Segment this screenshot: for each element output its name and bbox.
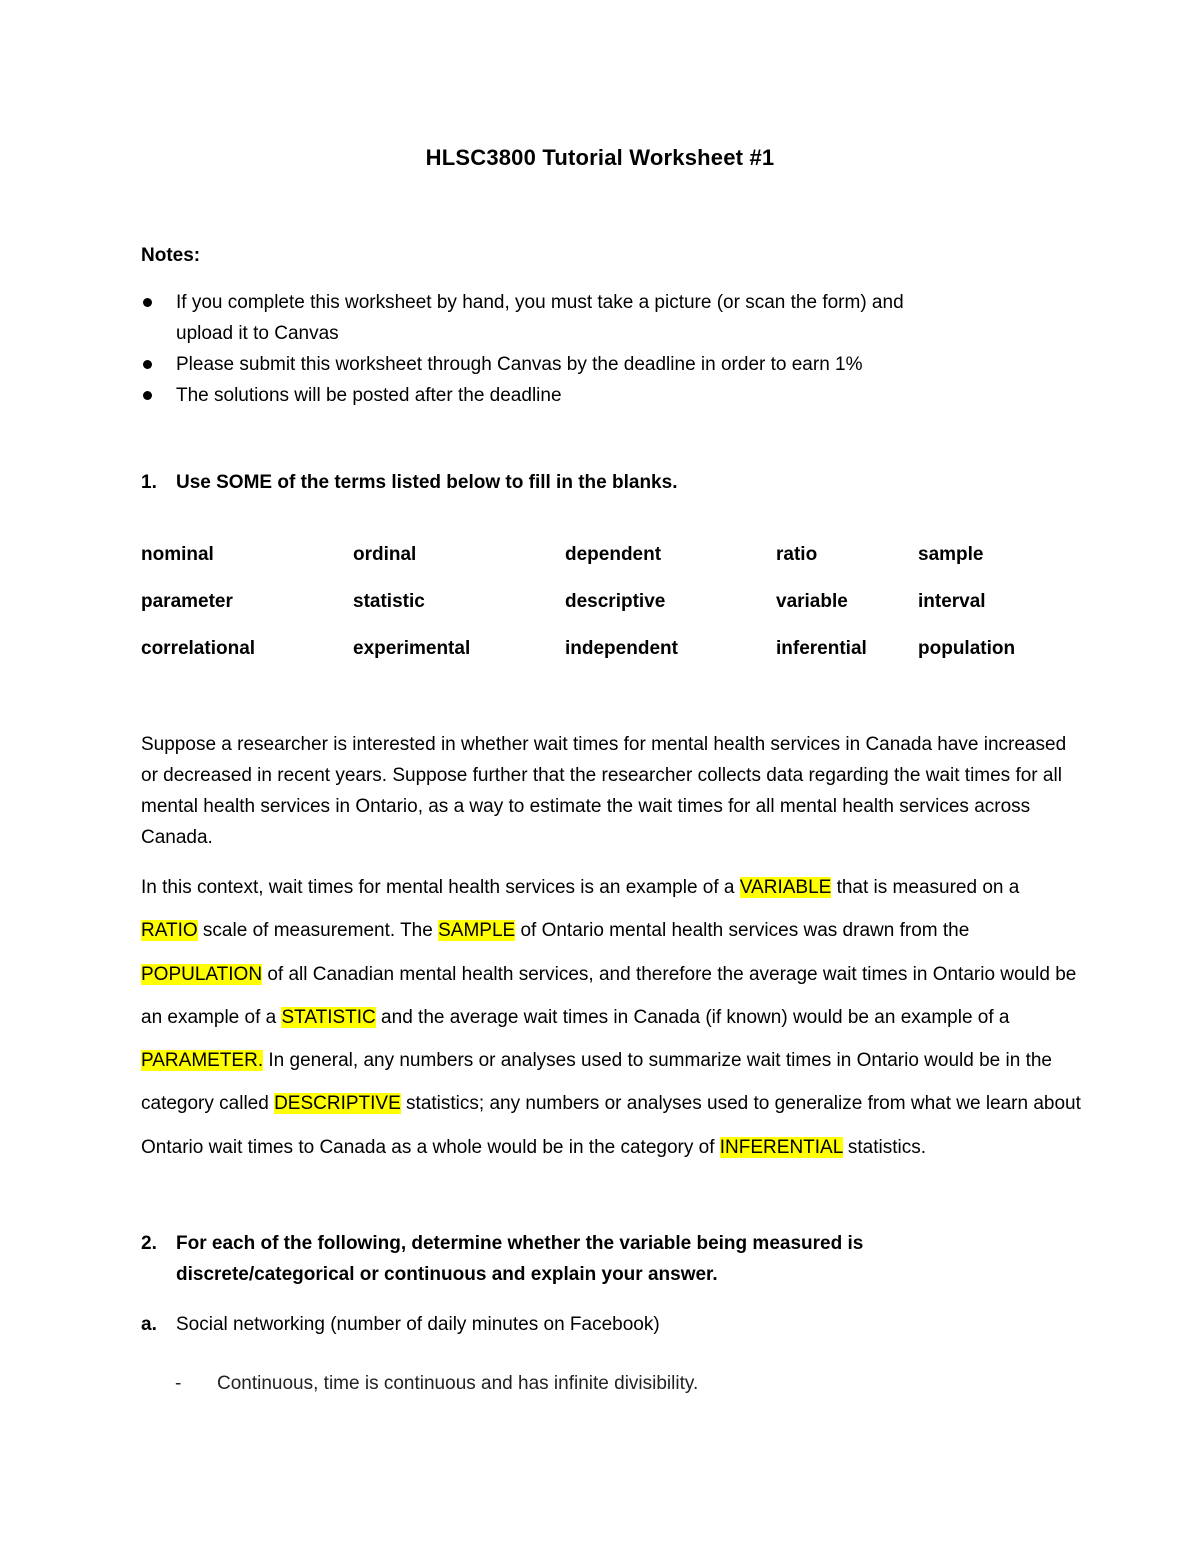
term: independent: [565, 638, 678, 659]
sub-question-letter: a.: [141, 1314, 157, 1335]
term: interval: [918, 591, 986, 612]
term-row: [141, 544, 1101, 591]
term: ordinal: [353, 544, 417, 565]
answer-text: scale of measurement. The: [197, 920, 439, 942]
answer-text: that is measured on a: [831, 877, 1020, 898]
term: variable: [776, 591, 848, 612]
term: dependent: [565, 544, 662, 565]
note-text: Please submit this worksheet through Canvas by the deadline in order to earn 1%: [176, 354, 863, 375]
question-number: 1.: [141, 472, 157, 493]
fill-in-answer-paragraph: [141, 866, 1081, 1169]
note-item: [141, 380, 1041, 411]
answer-highlight: POPULATION: [141, 963, 263, 985]
term: correlational: [141, 638, 256, 659]
term: parameter: [141, 591, 233, 612]
question-number: 2.: [141, 1233, 157, 1254]
term: statistic: [353, 591, 425, 612]
answer-text: of Ontario mental health services was drawn from the: [515, 920, 970, 942]
question-2a: [141, 1314, 660, 1336]
answer-text: In this context, wait times for mental health services is an example of a: [141, 877, 740, 898]
answer-highlight: VARIABLE: [739, 877, 832, 898]
note-text: upload it to Canvas: [176, 323, 339, 344]
term-row: [141, 638, 1101, 685]
term-bank: [141, 544, 1101, 685]
term: experimental: [353, 638, 471, 659]
answer-text: statistics; any numbers or analyses used to generalize from what we learn about Ontario wait times to Canada as a whole would be in the category of: [141, 1093, 1081, 1158]
term: ratio: [776, 544, 818, 565]
answer-dash: -: [175, 1373, 182, 1394]
answer-text: Continuous, time is continuous and has infinite divisibility.: [217, 1373, 699, 1394]
term: population: [918, 638, 1016, 659]
answer-highlight: INFERENTIAL: [719, 1136, 843, 1158]
scenario-paragraph: Suppose a researcher is interested in whether wait times for mental health services in Canada have increased or decreased in recent years. Suppose further that the researcher collects data regarding the wait times for all mental health services in Ontario, as a way to estimate the wait times for all mental health services across Canada.: [141, 734, 1067, 848]
term: inferential: [776, 638, 867, 659]
term: nominal: [141, 544, 214, 565]
answer-text: In general, any numbers or analyses used to summarize wait times in Ontario would be in the category called: [141, 1050, 1052, 1115]
notes-list: [141, 287, 1041, 411]
notes-label: Notes:: [141, 245, 201, 266]
question-2-prompt: [141, 1228, 1041, 1290]
answer-highlight: DESCRIPTIVE: [274, 1093, 401, 1115]
sub-question-text: Social networking (number of daily minutes on Facebook): [176, 1314, 660, 1335]
worksheet-title: HLSC3800 Tutorial Worksheet #1: [425, 145, 775, 170]
term: descriptive: [565, 591, 666, 612]
answer-highlight: STATISTIC: [281, 1006, 376, 1028]
question-2a-answer: [175, 1373, 698, 1395]
question-2-line: [141, 1228, 1041, 1259]
answer-highlight: PARAMETER.: [141, 1050, 264, 1072]
question-text: For each of the following, determine whether the variable being measured is: [176, 1233, 864, 1254]
note-text: If you complete this worksheet by hand, you must take a picture (or scan the form) and: [176, 292, 904, 313]
term-row: [141, 591, 1101, 638]
answer-text: statistics.: [842, 1136, 927, 1158]
question-1-prompt: [141, 472, 677, 494]
term: sample: [918, 544, 984, 565]
note-text: The solutions will be posted after the deadline: [176, 385, 562, 406]
question-text: Use SOME of the terms listed below to fill in the blanks.: [176, 472, 678, 493]
answer-highlight: RATIO: [141, 920, 198, 942]
answer-highlight: SAMPLE: [438, 920, 516, 942]
answer-text: of all Canadian mental health services, and therefore the average wait times in Ontario would be an example of a: [141, 963, 1077, 1028]
question-2-line: discrete/categorical or continuous and explain your answer.: [176, 1264, 718, 1285]
answer-text: and the average wait times in Canada (if known) would be an example of a: [375, 1006, 1010, 1028]
note-item: [141, 287, 1041, 349]
note-item: [141, 349, 1041, 380]
